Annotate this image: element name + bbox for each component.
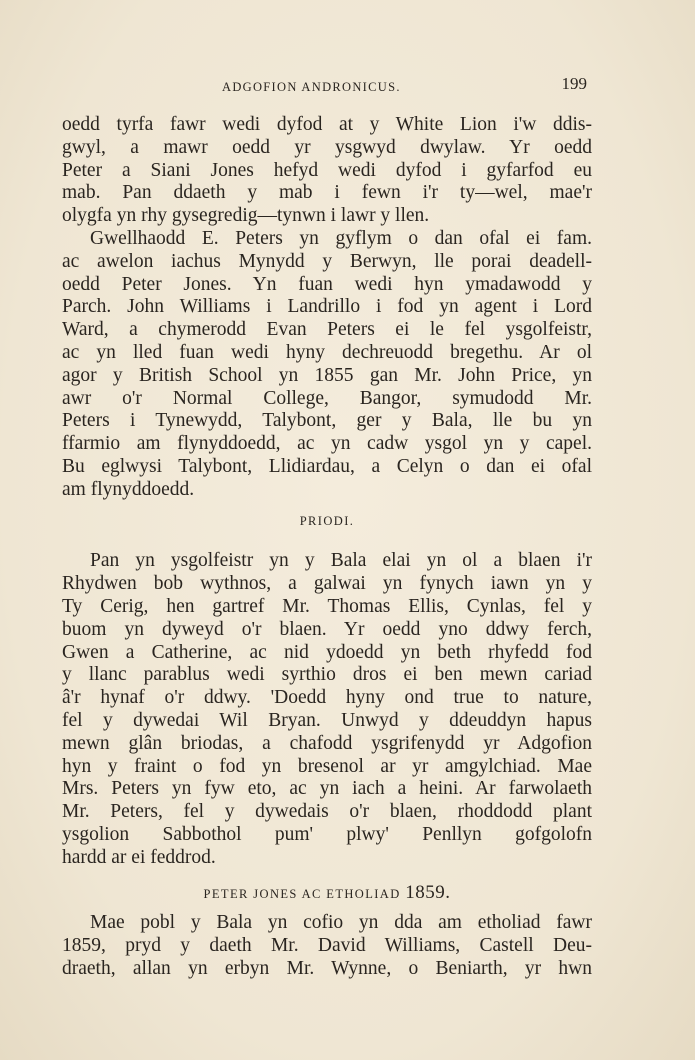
text-line: ffarmio am flynyddoedd, ac yn cadw ysgol yn y capel. <box>62 433 592 455</box>
text-line: agor y British School yn 1855 gan Mr. John Price, yn <box>62 364 592 386</box>
text-line: ac awelon iachus Mynydd y Berwyn, lle porai deadell- <box>62 250 592 272</box>
text-line: awr o'r Normal College, Bangor, symudodd Mr. <box>62 387 592 409</box>
text-line: fel y dywedai Wil Bryan. Unwyd y ddeuddyn hapus <box>62 709 592 731</box>
paragraph-block-1 <box>62 114 592 502</box>
heading-year: 1859. <box>405 881 451 903</box>
text-line: 1859, pryd y daeth Mr. David Williams, Castell Deu- <box>62 935 592 957</box>
text-line: â'r hynaf o'r ddwy. 'Doedd hyny ond true to nature, <box>62 687 592 709</box>
text-line: gwyl, a mawr oedd yr ysgwyd dwylaw. Yr oedd <box>62 136 592 158</box>
text-line: hyn y fraint o fod yn bresenol ar yr amgylchiad. Mae <box>62 755 592 777</box>
text-line: oedd tyrfa fawr wedi dyfod at y White Lion i'w ddis- <box>62 114 592 135</box>
text-line: y llanc parablus wedi syrthio dros ei ben mewn cariad <box>62 664 592 686</box>
text-line: Mr. Peters, fel y dywedais o'r blaen, rhoddodd plant <box>62 801 592 823</box>
section-heading-etholiad <box>62 882 592 905</box>
text-line: Peters i Tynewydd, Talybont, ger y Bala, lle bu yn <box>62 410 592 432</box>
text-line: Gwen a Catherine, ac nid ydoedd yn beth rhyfedd fod <box>62 641 592 663</box>
paragraph-block-3 <box>62 912 592 980</box>
text-line: oedd Peter Jones. Yn fuan wedi hyn ymadawodd y <box>62 273 592 295</box>
text-line: Pan yn ysgolfeistr yn y Bala elai yn ol a blaen i'r <box>90 550 592 572</box>
text-line: olygfa yn rhy gysegredig—tynwn i lawr y llen. <box>62 205 430 227</box>
text-line: mab. Pan ddaeth y mab i fewn i'r ty—wel, mae'r <box>62 182 592 204</box>
text-line: buom yn dyweyd o'r blaen. Yr oedd yno ddwy ferch, <box>62 618 592 640</box>
text-line: am flynyddoedd. <box>62 478 195 500</box>
text-line: Parch. John Williams i Landrillo i fod yn agent i Lord <box>62 296 592 318</box>
heading-text: PETER JONES AC ETHOLIAD <box>203 886 401 901</box>
text-line: Rhydwen bob wythnos, a galwai yn fynych iawn yn y <box>62 573 592 595</box>
text-line: draeth, allan yn erbyn Mr. Wynne, o Beniarth, yr hwn <box>62 957 592 979</box>
text-line: Mae pobl y Bala yn cofio yn dda am etholiad fawr <box>90 912 592 934</box>
text-line: ysgolion Sabbothol pum' plwy' Penllyn gofgolofn <box>62 823 592 845</box>
paragraph-block-2 <box>62 550 592 869</box>
text-line: Peter a Siani Jones hefyd wedi dyfod i gyfarfod eu <box>62 159 592 181</box>
text-line: Ward, a chymerodd Evan Peters ei le fel ysgolfeistr, <box>62 319 592 341</box>
text-line: mewn glân briodas, a chafodd ysgrifenydd yr Adgofion <box>62 732 592 754</box>
page-body <box>62 114 592 981</box>
text-line: hardd ar ei feddrod. <box>62 846 216 868</box>
page-number: 199 <box>561 74 587 93</box>
text-line: Gwellhaodd E. Peters yn gyflym o dan ofal ei fam. <box>90 227 592 249</box>
text-line: Bu eglwysi Talybont, Llidiardau, a Celyn o dan ei ofal <box>62 455 592 477</box>
text-line: ac yn lled fuan wedi hyny dechreuodd bregethu. Ar ol <box>62 341 592 363</box>
text-line: Mrs. Peters yn fyw eto, ac yn iach a heini. Ar farwolaeth <box>62 778 592 800</box>
text-line: Ty Cerig, hen gartref Mr. Thomas Ellis, Cynlas, fel y <box>62 595 592 617</box>
running-header: ADGOFION ANDRONICUS. <box>222 80 401 94</box>
section-heading-priodi: PRIODI. <box>299 513 355 528</box>
